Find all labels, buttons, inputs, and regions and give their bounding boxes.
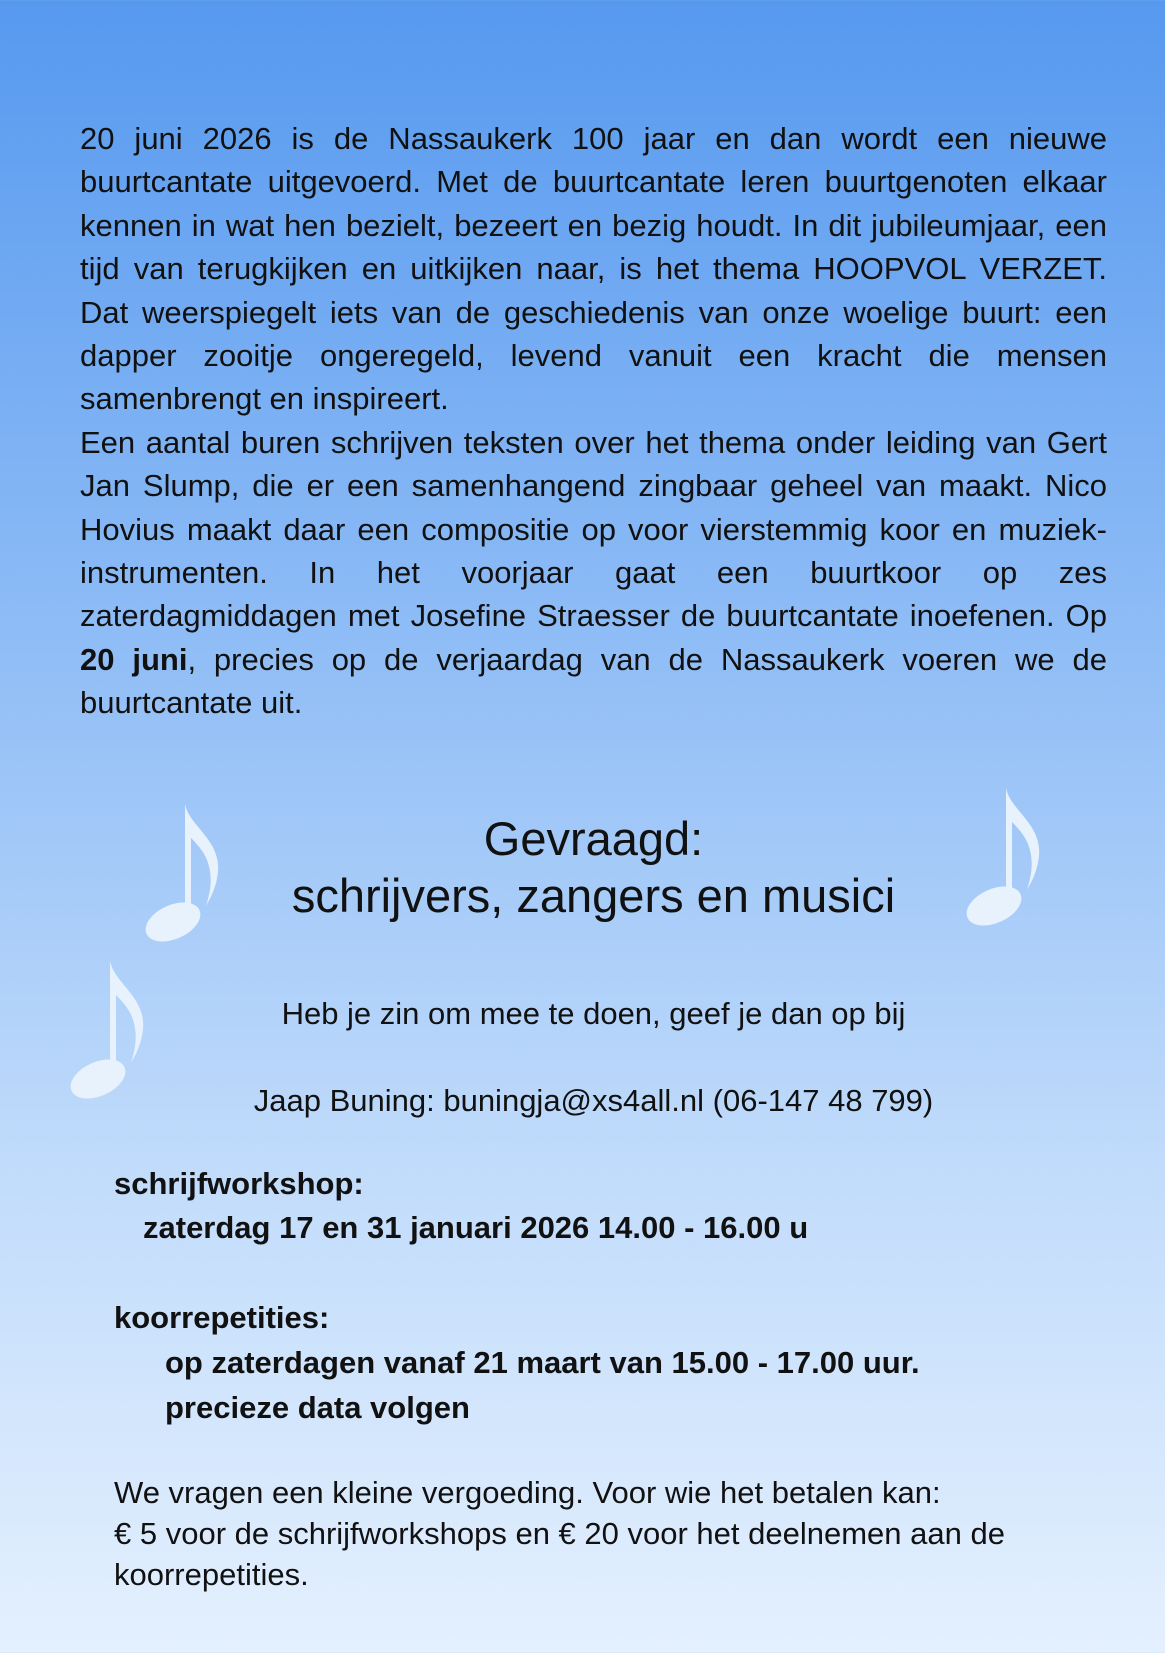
fee-line-1: We vragen een kleine vergoeding. Voor wie het betalen kan: bbox=[114, 1475, 941, 1510]
contact-info: Jaap Buning: buningja@xs4all.nl (06-147 48 799) bbox=[253, 1083, 934, 1118]
intro-paragraph-2-end: , precies op de verjaardag van de Nassaukerk voeren we de buurtcantate uit. bbox=[80, 641, 1107, 721]
fee-line-2: € 5 voor de schrijfworkshops en € 20 voor het deelnemen aan de koorrepetities. bbox=[114, 1516, 1005, 1592]
intro-text bbox=[80, 117, 1107, 725]
heading-line-2: schrijvers, zangers en musici bbox=[291, 869, 896, 922]
rehearsals-note: precieze data volgen bbox=[165, 1390, 470, 1425]
intro-date-highlight: 20 juni bbox=[80, 641, 188, 677]
signup-text: Heb je zin om mee te doen, geef je dan op bij bbox=[281, 996, 906, 1031]
intro-paragraph-2-start: Een aantal buren schrijven teksten over het thema onder leiding van Gert Jan Slump, die er een samenhangend zingbaar geheel van maakt. Nico Hovius maakt daar een compositie op voor vierstemmig koor en muziek-instrumenten. In het voorjaar gaat een buurtkoor op zes zaterdagmiddagen met Josefine Straesser de buurtcantate inoefenen. Op bbox=[80, 424, 1107, 634]
rehearsals-dates: op zaterdagen vanaf 21 maart van 15.00 - 17.00 uur. bbox=[165, 1345, 920, 1380]
workshop-dates: zaterdag 17 en 31 januari 2026 14.00 - 16.00 u bbox=[143, 1210, 809, 1245]
call-heading bbox=[0, 810, 1165, 924]
heading-line-1: Gevraagd: bbox=[483, 812, 704, 865]
intro-paragraph-2 bbox=[80, 421, 1107, 725]
intro-paragraph-1: 20 juni 2026 is de Nassaukerk 100 jaar en dan wordt een nieuwe buurtcantate uitgevoerd. Met de buurtcantate leren buurtgenoten elkaar kennen in wat hen bezielt, bezeert en bezig houdt. In dit jubileumjaar, een tijd van terugkijken en uitkijken naar, is het thema HOOPVOL VERZET. Dat weerspiegelt iets van de geschiedenis van onze woelige buurt: een dapper zooitje ongeregeld, levend vanuit een kracht die mensen samenbrengt en inspireert. bbox=[80, 121, 1107, 417]
fee-info bbox=[114, 1472, 1074, 1595]
rehearsals-label: koorrepetities: bbox=[114, 1300, 330, 1335]
workshop-label: schrijfworkshop: bbox=[114, 1166, 364, 1201]
